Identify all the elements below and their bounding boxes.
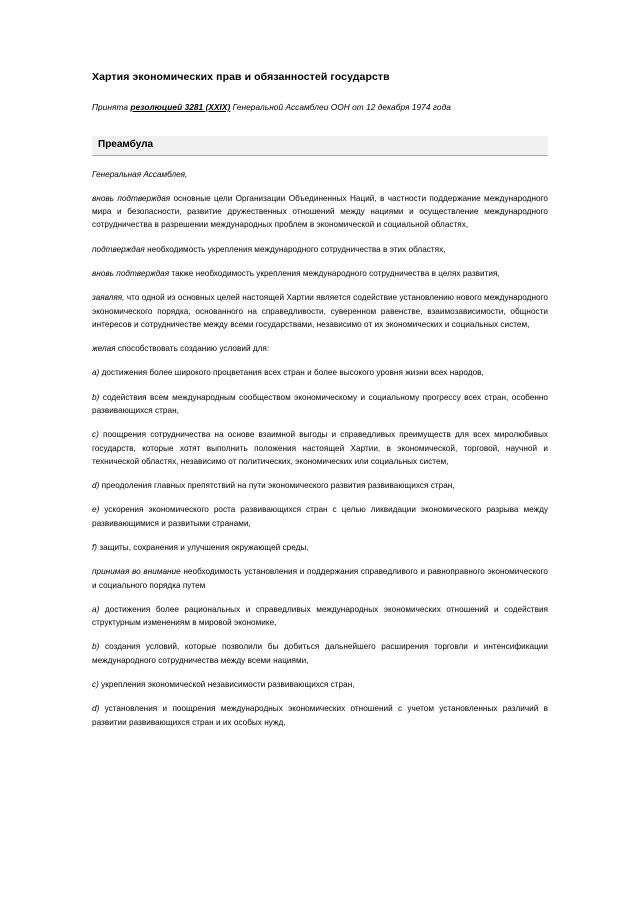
adoption-prefix: Принята [92, 102, 131, 113]
paragraph-lead: вновь подтверждая [92, 269, 170, 279]
paragraph [92, 678, 548, 691]
paragraph-text: необходимость укрепления международного сотрудничества в этих областях, [144, 244, 446, 254]
paragraph-text: ускорения экономического роста развивающихся стран с целью ликвидации экономического разрыва между развивающимися и развитыми странами, [92, 505, 548, 528]
paragraph [92, 366, 548, 379]
paragraph-lead: b) [92, 642, 100, 652]
paragraph-text: содействия всем международным сообществом экономическому и социальному прогрессу всех стран, особенно развивающихся стран, [92, 392, 548, 415]
paragraph [92, 565, 548, 592]
paragraph [92, 192, 548, 232]
paragraph [92, 342, 548, 355]
paragraph-lead: c) [92, 430, 99, 440]
paragraph-text: необходимость установления и поддержания справедливого и равноправного экономического и социального порядка путем [92, 567, 548, 590]
assembly-line: Генеральная Ассамблея, [92, 169, 188, 179]
adoption-line [92, 102, 548, 114]
paragraph-text: установления и поощрения международных экономических отношений с учетом установленных различий в развитии развивающихся стран и их особых нужд, [92, 704, 548, 727]
paragraph-lead: заявляя, [92, 293, 125, 303]
paragraph-lead: вновь подтверждая [92, 193, 171, 203]
paragraph [92, 541, 548, 554]
paragraph [92, 603, 548, 630]
resolution-link[interactable]: резолюцией 3281 (XXIX) [130, 102, 231, 113]
paragraph-text: что одной из основных целей настоящей Хартии является содействие установлению нового международного экономического порядка, основанного на справедливости, суверенном равенстве, взаимозависимости, общности интересов и сотрудничестве между всеми государствами, независимо от их экономических и социальных систем, [92, 293, 548, 329]
paragraph-text: достижения более рациональных и справедливых международных экономических отношений и содействия структурным изменениям в мировой экономике, [92, 604, 548, 628]
paragraph-text: защиты, сохранения и улучшения окружающей среды, [97, 542, 309, 552]
paragraph-lead: d) [92, 481, 100, 491]
paragraph [92, 640, 548, 667]
paragraph [92, 267, 548, 280]
paragraph [92, 291, 548, 331]
paragraph-lead: a) [92, 368, 100, 378]
paragraph-lead: желая [92, 344, 116, 354]
paragraph-lead: f) [92, 542, 98, 552]
paragraph-text: поощрения сотрудничества на основе взаимной выгоды и справедливых преимуществ для всех миролюбивых государств, которые хотят выполнить положения настоящей Хартии, в экономической, торговой, научной и технической областях, независимо от политических, экономических или социальных систем, [92, 430, 548, 466]
paragraph-lead: b) [92, 392, 100, 402]
paragraph-text: преодоления главных препятствий на пути экономического развития развивающихся стран, [99, 481, 455, 491]
paragraph-text: также необходимость укрепления международного сотрудничества в целях развития, [169, 269, 500, 279]
paragraph-text: способствовать созданию условий для: [115, 344, 270, 354]
paragraph [92, 243, 548, 256]
paragraph-lead: e) [92, 505, 100, 515]
paragraph [92, 479, 548, 492]
paragraph [92, 503, 548, 530]
paragraph [92, 428, 548, 468]
page-title: Хартия экономических прав и обязанностей государств [92, 71, 390, 83]
adoption-suffix: Генеральной Ассамблеи ООН от 12 декабря 1974 года [230, 102, 451, 113]
section-heading-preamble: Преамбула [92, 136, 548, 156]
paragraph-text: создания условий, которые позволили бы добиться дальнейшего расширения торговли и интенсификации международного сотрудничества между всеми нациями, [92, 642, 548, 665]
paragraph-lead: принимая во внимание [92, 567, 181, 577]
paragraph-text: укрепления экономической независимости развивающихся стран, [98, 679, 355, 689]
paragraph-lead: a) [92, 604, 100, 614]
paragraph [92, 391, 548, 418]
paragraph-text: основные цели Организации Объединенных Наций, в частности поддержание международного мира и безопасности, развитие дружественных отношений между нациями и осуществление международного сотрудничества в разрешении международных проблем в экономической и социальной областях, [92, 193, 548, 230]
paragraph-lead: подтверждая [92, 244, 145, 254]
paragraph-lead: d) [92, 704, 100, 714]
paragraph-lead: c) [92, 679, 99, 689]
paragraph [92, 702, 548, 729]
paragraph-text: достижения более широкого процветания всех стран и более высокого уровня жизни всех народов, [99, 368, 484, 378]
